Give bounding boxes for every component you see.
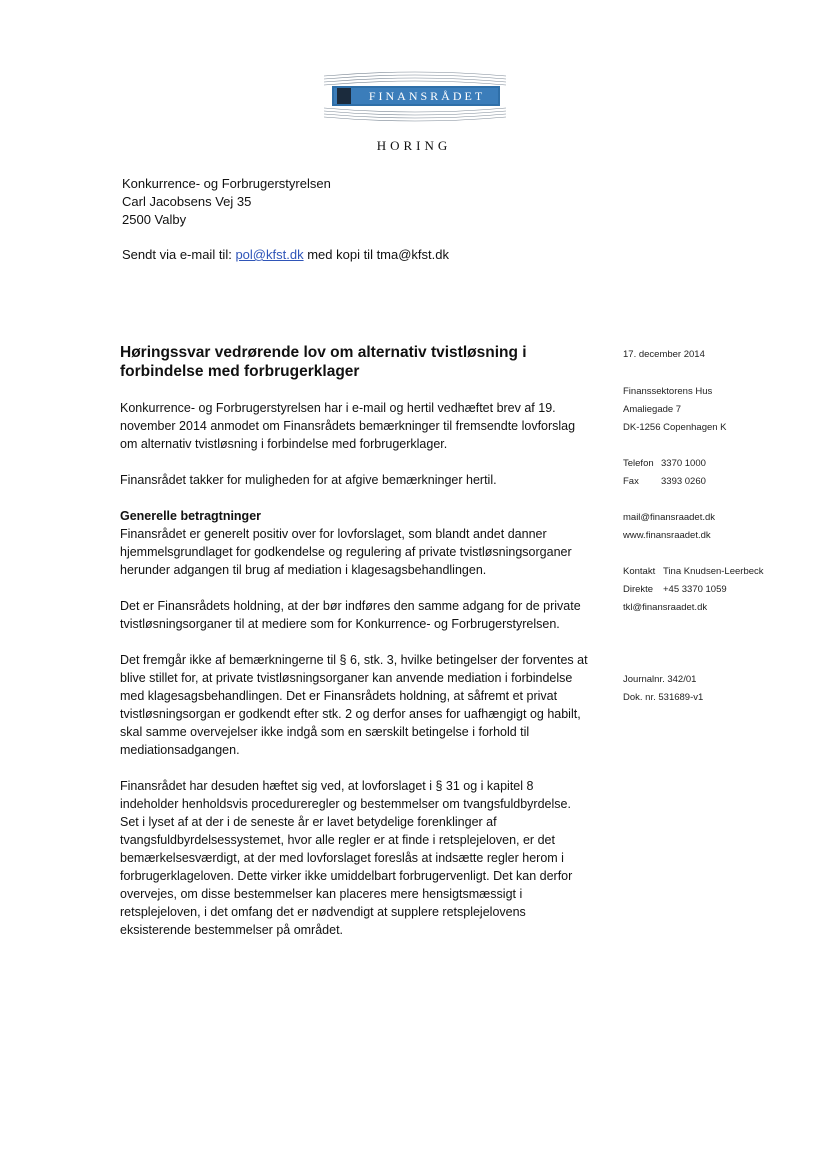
direct-label: Direkte — [623, 584, 654, 595]
section-heading-general: Generelle betragtninger — [120, 509, 262, 523]
sent-prefix: Sendt via e-mail til: — [122, 247, 232, 262]
paragraph-intro: Konkurrence- og Forbrugerstyrelsen har i e-mail og hertil vedhæftet brev af 19. november 2014 anmodet om Finansrådets bemærkninger til fremsendte lovforslag om alternativ tvistløsning i forbindelse med forbrugerklager. — [120, 401, 576, 451]
sidebar-website: www.finansraadet.dk — [623, 530, 711, 541]
finansraadet-logo — [318, 68, 512, 124]
paragraph-general-2: Det er Finansrådets holdning, at der bør indføres den samme adgang for de private tvistløsningsorganer til at mediere som for Konkurrence- og Forbrugerstyrelsen. — [120, 599, 581, 631]
sidebar-online — [623, 509, 715, 545]
document-title: Høringssvar vedrørende lov om alternativ tvistløsning i forbindelse med forbrugerklager — [120, 344, 527, 380]
contact-name: Tina Knudsen-Leerbeck — [663, 566, 764, 577]
recipient-line-1: Konkurrence- og Forbrugerstyrelsen — [122, 176, 331, 191]
document-type-heading: HORING — [376, 138, 452, 153]
paragraph-general-1: Finansrådet er generelt positiv over for lovforslaget, som blandt andet danner hjemmelsgrundlaget for godkendelse og regulering af private tvistløsningsorganer herunder adgangen til brug af mediation i klagesagsbehandlingen. — [120, 527, 572, 577]
recipient-email-link[interactable]: pol@kfst.dk — [235, 247, 304, 262]
sent-suffix: med kopi til tma@kfst.dk — [307, 247, 449, 262]
sidebar-address-2: Amaliegade 7 — [623, 404, 682, 415]
paragraph-mediation: Det fremgår ikke af bemærkningerne til § 6, stk. 3, hvilke betingelser der forventes at blive stillet for, at private tvistløsningsorganer kan anvende mediation i forbindelse med klagesagsbehandlingen. Det er Finansrådets holdning, at såfremt et privat tvistløsningsorgan er godkendt efter stk. 2 og derfor anses for uafhængigt og habilt, skal samme overvejelser ikke indgå som en særskilt betingelse i forhold til mediationsadgangen. — [120, 653, 588, 757]
contact-email: tkl@finansraadet.dk — [623, 602, 708, 613]
paragraph-enforcement: Finansrådet har desuden hæftet sig ved, at lovforslaget i § 31 og i kapitel 8 indeholder henholdsvis procedureregler og bestemmelser om tvangsfuldbyrdelse. Set i lyset af at der i de seneste år er lavet betydelige forenklinger af tvangsfuldbyrdelsessystemet, hvor alle regler er at finde i retsplejeloven, er det bemærkelsesværdigt, at der med lovforslaget foreslås at indsætte regler herom i forbrugerklageloven. Dette virker ikke umiddelbart forbrugervenligt. Det kan derfor overvejes, om disse bestemmelser kan placeres mere hensigtsmæssigt i retsplejeloven, i det omfang det er nødvendigt at supplere retsplejelovens eksisterende bestemmelser på området. — [120, 779, 573, 937]
sidebar-references — [623, 671, 703, 707]
paragraph-thanks: Finansrådet takker for muligheden for at afgive bemærkninger hertil. — [120, 473, 497, 487]
sidebar-date: 17. december 2014 — [623, 349, 705, 360]
sidebar-address — [623, 383, 727, 437]
logo-wordmark: FINANSRÅDET — [368, 89, 486, 103]
sidebar-address-1: Finanssektorens Hus — [623, 386, 713, 397]
sidebar-email: mail@finansraadet.dk — [623, 512, 716, 523]
journal-number: Journalnr. 342/01 — [623, 674, 697, 685]
recipient-line-2: Carl Jacobsens Vej 35 — [122, 194, 252, 209]
phone-label: Telefon — [623, 458, 654, 469]
recipient-line-3: 2500 Valby — [122, 212, 187, 227]
sidebar-contact — [623, 563, 764, 617]
sidebar-address-3: DK-1256 Copenhagen K — [623, 422, 727, 433]
direct-value: +45 3370 1059 — [663, 584, 727, 595]
sent-via-line — [122, 247, 449, 262]
phone-value: 3370 1000 — [661, 458, 706, 469]
sidebar-phone — [623, 455, 706, 491]
recipient-address — [122, 175, 331, 229]
document-body — [120, 399, 590, 957]
document-number: Dok. nr. 531689-v1 — [623, 692, 704, 703]
fax-value: 3393 0260 — [661, 476, 706, 487]
contact-label: Kontakt — [623, 566, 656, 577]
fax-label: Fax — [623, 476, 639, 487]
